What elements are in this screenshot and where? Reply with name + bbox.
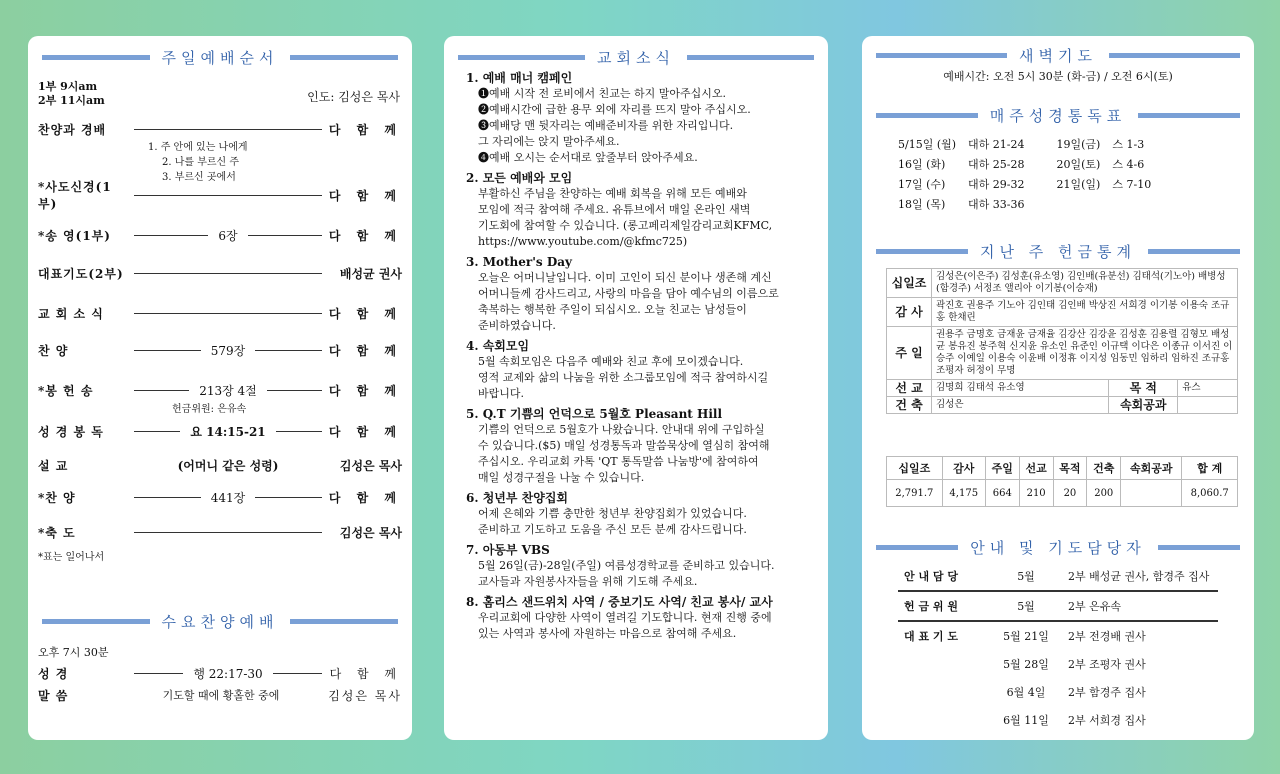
wed-time: 오후 7시 30분 [38, 646, 109, 659]
worship-order-panel [28, 36, 412, 740]
news-list [466, 70, 814, 646]
duty-cell: 5월 [1017, 600, 1035, 613]
totals-cell: 십일조 [887, 457, 943, 480]
order-reading: 성 경 봉 독 요 14:15-21 다 함 께 [38, 424, 402, 439]
news-line: 바랍니다. [478, 387, 525, 400]
duty-cell: 6월 4일 [1006, 686, 1046, 699]
news-item [466, 406, 814, 486]
news-heading: 8. 홈리스 샌드위치 사역 / 중보기도 사역/ 친교 봉사/ 교사 [466, 595, 773, 609]
totals-cell: 200 [1087, 480, 1121, 507]
totals-cell: 감사 [942, 457, 985, 480]
news-line: ❸예배당 맨 뒷자리는 예배준비자를 위한 자리입니다. [478, 119, 734, 132]
news-heading: 4. 속회모임 [466, 339, 530, 353]
section-title: 주일예배순서 [161, 48, 279, 67]
church-news-panel [444, 36, 828, 740]
order-hymn2: 찬 양 579장 다 함 께 [38, 343, 402, 358]
section-header [876, 534, 1240, 560]
offering-committee: 헌금위원: 은유속 [172, 404, 247, 415]
news-heading: 5. Q.T 기쁨의 언덕으로 5월호 Pleasant Hill [466, 407, 723, 421]
order-sermon: 설 교 (어머니 같은 성령) 김성은 목사 [38, 458, 403, 473]
totals-cell: 합 계 [1182, 457, 1238, 480]
totals-cell: 210 [1019, 480, 1053, 507]
duty-row [898, 621, 1218, 650]
section-title: 안내 및 기도담당자 [970, 538, 1146, 557]
totals-cell: 664 [985, 480, 1019, 507]
news-line: 있는 사역과 봉사에 자원하는 마음으로 참여해 주세요. [478, 627, 737, 640]
bible-cell: 스 7-10 [1112, 178, 1152, 191]
duty-cell: 2부 은유속 [1068, 600, 1121, 613]
totals-cell: 주일 [985, 457, 1019, 480]
wed-reading: 성 경 행 22:17-30 다 함 께 [38, 666, 403, 681]
bible-row [892, 134, 1157, 154]
news-item [466, 70, 814, 166]
bible-cell: 스 1-3 [1112, 138, 1145, 151]
section-title: 새벽기도 [1019, 46, 1097, 65]
news-line: 기도회에 참여할 수 있습니다. (롱고페리제일감리교회KFMC, [478, 219, 773, 232]
news-line: 매일 성경구절을 나눌 수 있습니다. [478, 471, 645, 484]
news-line: 주십시오. 우리교회 카톡 'QT 통독말씀 나눔방'에 참여하여 [478, 455, 759, 468]
totals-row [887, 480, 1238, 507]
bible-cell: 스 4-6 [1112, 158, 1145, 171]
order-news: 교 회 소 식 다 함 께 [38, 306, 402, 321]
duty-cell: 5월 21일 [1003, 630, 1049, 643]
bible-cell: 20일(토) [1056, 158, 1101, 171]
news-line: 5월 속회모임은 다음주 예배와 친교 후에 모이겠습니다. [478, 355, 744, 368]
info-panel [862, 36, 1254, 740]
bible-cell: 5/15일 (월) [898, 138, 957, 151]
section-header [42, 608, 398, 634]
section-header [42, 44, 398, 70]
news-line: ❶예배 시작 전 로비에서 친교는 하지 말아주십시오. [478, 87, 726, 100]
order-hymn: 찬양과 경배 다 함 께 [38, 122, 402, 137]
section-title: 매주성경통독표 [989, 106, 1127, 125]
section-header [876, 102, 1240, 128]
news-line: 기쁨의 언덕으로 5월호가 나왔습니다. 안내대 위에 구입하실 [478, 423, 765, 436]
totals-cell: 건축 [1087, 457, 1121, 480]
duty-cell: 6월 11일 [1003, 714, 1049, 727]
duty-cell: 2부 배성균 권사, 함경주 집사 [1068, 570, 1210, 583]
bible-cell [1031, 194, 1107, 214]
news-heading: 1. 예배 매너 캠페인 [466, 71, 573, 85]
bible-row [892, 194, 1157, 214]
news-line: ❹예배 오시는 순서대로 앞줄부터 앉아주세요. [478, 151, 698, 164]
news-item [466, 254, 814, 334]
order-hymn3: *찬 양 441장 다 함 께 [38, 490, 402, 505]
news-line: 수 있습니다.($5) 매일 성경통독과 말씀묵상에 열심히 참여해 [478, 439, 770, 452]
bible-cell: 대하 33-36 [968, 198, 1025, 211]
service-times: 1부 9시am 2부 11시am [38, 80, 105, 107]
offering-totals-table [886, 456, 1238, 507]
news-line: 축복하는 행복한 주일이 되십시오. 오늘 친교는 남성들이 [478, 303, 747, 316]
bible-cell: 대하 21-24 [968, 138, 1025, 151]
totals-cell: 8,060.7 [1182, 480, 1238, 507]
duty-cell: 2부 조평자 권사 [1068, 658, 1146, 671]
duty-row [898, 678, 1218, 706]
news-line: 준비하였습니다. [478, 319, 556, 332]
news-line: https://www.youtube.com/@kfmc725) [478, 235, 688, 248]
hymn-list: 1. 주 안에 있는 나에게 2. 나를 부르신 주 3. 부르신 곳에서 [148, 142, 248, 183]
duty-cell: 2부 전경배 권사 [1068, 630, 1146, 643]
duty-cell [898, 650, 990, 678]
section-title: 수요찬양예배 [161, 612, 279, 631]
news-item [466, 542, 814, 590]
news-item [466, 170, 814, 250]
news-item [466, 490, 814, 538]
section-header [876, 238, 1240, 264]
bible-cell: 21일(일) [1056, 178, 1101, 191]
news-line: 5월 26일(금)-28일(주일) 여름성경학교를 준비하고 있습니다. [478, 559, 775, 572]
totals-cell: 속회공과 [1121, 457, 1182, 480]
leader: 인도: 김성은 목사 [307, 90, 400, 104]
section-title: 지난 주 헌금통계 [980, 242, 1136, 261]
news-line: 어제 은혜와 기쁨 충만한 청년부 찬양집회가 있었습니다. [478, 507, 747, 520]
order-creed: *사도신경(1부) 다 함 께 [38, 180, 402, 211]
dawn-time: 예배시간: 오전 5시 30분 (화-금) / 오전 6시(토) [943, 70, 1173, 83]
news-line: ❷예배시간에 급한 용무 외에 자리를 뜨지 말아 주십시오. [478, 103, 751, 116]
duty-table [898, 562, 1218, 734]
duty-cell: 대 표 기 도 [904, 630, 958, 643]
totals-cell [1121, 480, 1182, 507]
totals-cell: 20 [1053, 480, 1087, 507]
order-bless: *축 도 김성은 목사 [38, 525, 402, 540]
news-line: 어머니들께 감사드리고, 사랑의 마음을 담아 예수님의 이름으로 [478, 287, 779, 300]
totals-cell: 선교 [1019, 457, 1053, 480]
duty-row [898, 591, 1218, 621]
news-line: 오늘은 어머니날입니다. 이미 고인이 되신 분이나 생존해 계신 [478, 271, 772, 284]
news-heading: 6. 청년부 찬양집회 [466, 491, 569, 505]
section-title: 교회소식 [597, 48, 675, 67]
order-prayer: 대표기도(2부) 배성균 권사 [38, 266, 402, 281]
bible-cell: 대하 25-28 [968, 158, 1025, 171]
duty-cell: 안 내 담 당 [904, 570, 958, 583]
bible-cell: 18일 (목) [898, 198, 946, 211]
order-offering: *봉 헌 송 213장 4절 다 함 께 [38, 383, 403, 398]
news-item [466, 594, 814, 642]
bible-reading-table [892, 134, 1157, 214]
news-line: 부활하신 주님을 찬양하는 예배 회복을 위해 모든 예배와 [478, 187, 747, 200]
duty-row [898, 706, 1218, 734]
section-header [876, 42, 1240, 68]
bible-cell: 17일 (수) [898, 178, 946, 191]
section-header [458, 44, 814, 70]
duty-cell: 2부 함경주 집사 [1068, 686, 1146, 699]
duty-cell: 5월 [1017, 570, 1035, 583]
news-line: 준비하고 기도하고 도움을 주신 모든 분께 감사드립니다. [478, 523, 747, 536]
news-item [466, 338, 814, 402]
standing-note: *표는 일어나서 [38, 552, 105, 563]
news-line: 영적 교제와 삶의 나눔을 위한 소그룹모임에 적극 참여하시길 [478, 371, 769, 384]
duty-cell [898, 678, 990, 706]
bible-cell [1106, 194, 1157, 214]
duty-cell [898, 706, 990, 734]
duty-cell: 헌 금 위 원 [904, 600, 958, 613]
bible-cell: 16일 (화) [898, 158, 946, 171]
order-song: *송 영(1부) 6장 다 함 께 [38, 228, 403, 243]
bible-cell: 대하 29-32 [968, 178, 1025, 191]
bible-row [892, 174, 1157, 194]
totals-cell: 2,791.7 [887, 480, 943, 507]
news-line: 그 자리에는 앉지 말아주세요. [478, 135, 620, 148]
duty-row [898, 650, 1218, 678]
news-line: 모임에 적극 참여해 주세요. 유튜브에서 매일 온라인 새벽 [478, 203, 751, 216]
duty-row [898, 562, 1218, 591]
bible-cell: 19일(금) [1056, 138, 1101, 151]
news-line: 교사들과 자원봉사자들을 위해 기도해 주세요. [478, 575, 698, 588]
news-heading: 2. 모든 예배와 모임 [466, 171, 573, 185]
duty-cell: 5월 28일 [1003, 658, 1049, 671]
totals-cell: 4,175 [942, 480, 985, 507]
news-heading: 7. 아동부 VBS [466, 543, 550, 557]
wed-word: 말 씀 기도할 때에 황홀한 중에 김성은 목사 [38, 688, 402, 703]
offering-names-table: 십일조 김성은(이은주) 김성훈(유소영) 김인배(유분선) 김태석(기노아) 배병성(함경주) 서정조 앨리아 이기봉(이승재) 감 사 곽진호 권용주 기노아 김인태 김인배 박상진 서희경 이기봉 이용숙 조규홍 한채린 주 일 권용주 금명호 금재윤 금재율 김강산 김강윤 김성훈 김용렬 김형모 배성균 봉유진 봉주혁 신지윤 유소인 유준인 이규택 이다은 이종규 이서진 이승주 이예일 이용숙 이윤배 이정휴 이지성 임동민 임하리 임하진 조규홍 조평자 허정이 무명 선 교 김명희 김태석 유소영 목 적 유스 건 축 김성은 속회공과 [886, 268, 1238, 414]
news-line: 우리교회에 다양한 사역이 열려길 기도합니다. 현재 진행 중에 [478, 611, 772, 624]
duty-cell: 2부 서희경 집사 [1068, 714, 1146, 727]
totals-cell: 목적 [1053, 457, 1087, 480]
news-heading: 3. Mother's Day [466, 255, 572, 269]
bible-row [892, 154, 1157, 174]
totals-row [887, 457, 1238, 480]
